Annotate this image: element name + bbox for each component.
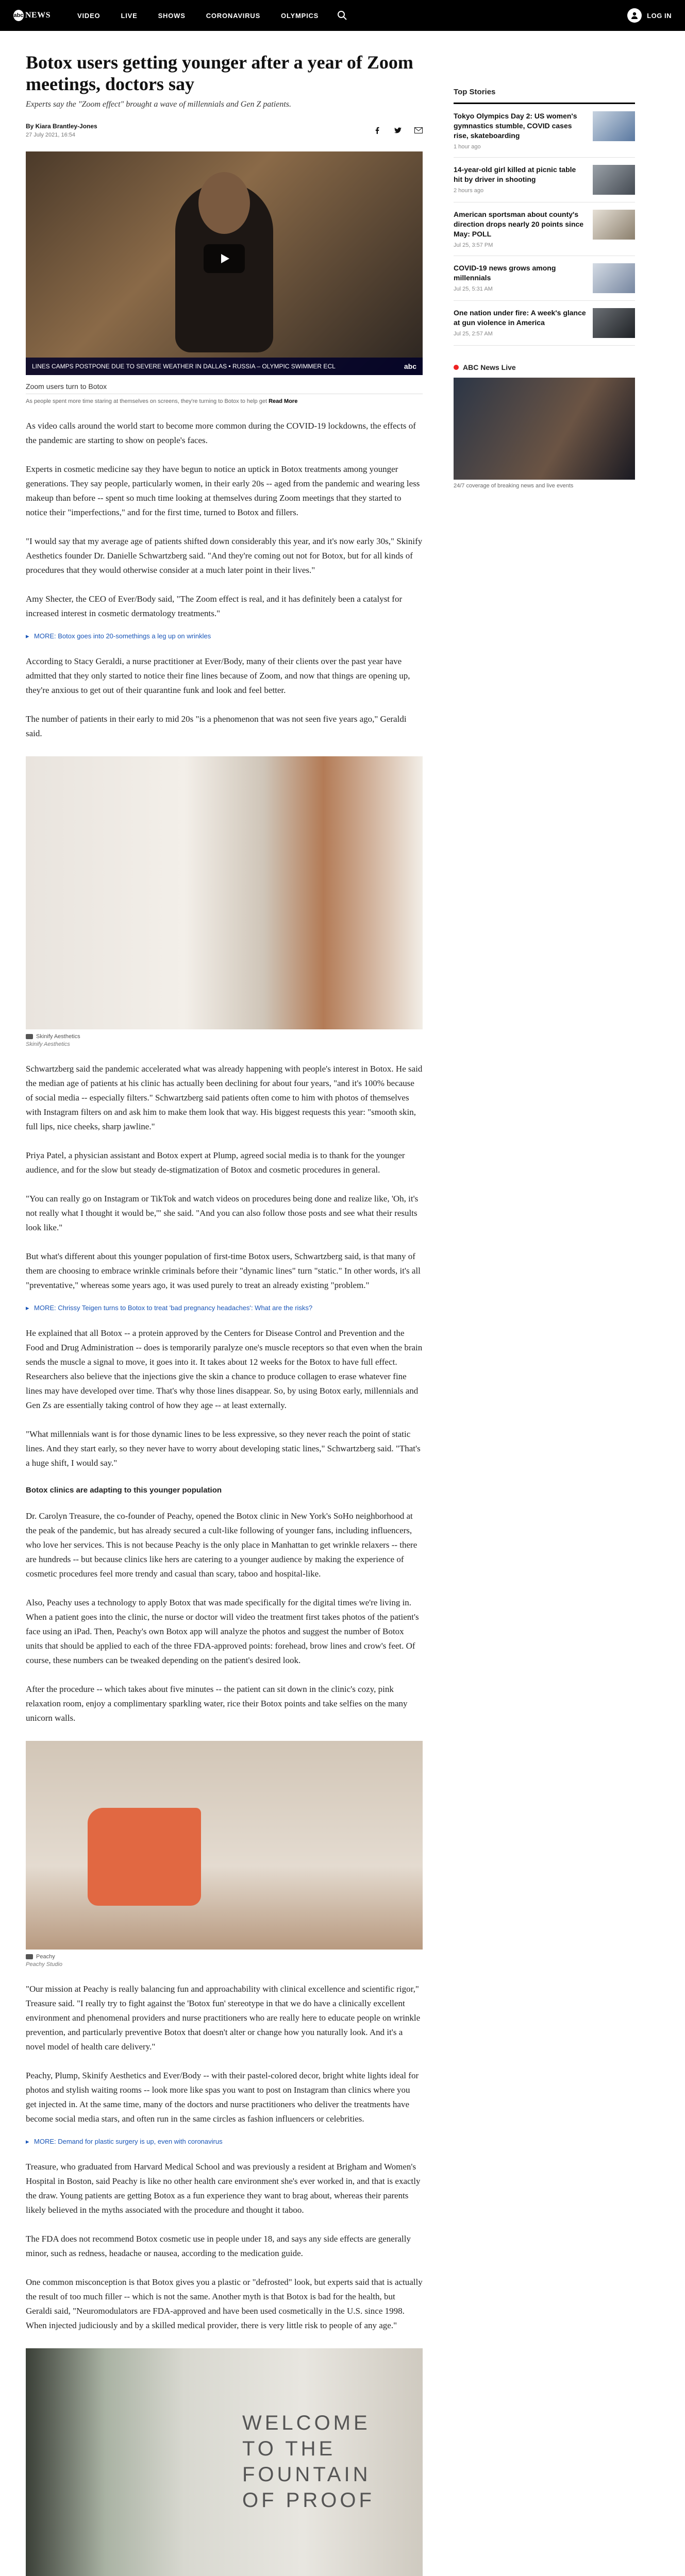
ticker-logo: abc [404, 362, 416, 370]
section-heading: Botox clinics are adapting to this younger population [26, 1486, 222, 1495]
photo-credit [26, 1954, 423, 1960]
paragraph: Also, Peachy uses a technology to apply Botox that was made specifically for the digital times we're living in. When a patient goes into the clinic, the nurse or doctor will video the treatment first takes photos of the patient's face using an iPad. Then, Peachy's own Botox app will analyze the photos and suggest the number of Botox units that should be applied to each of the three FDA-approved points: forehead, brow lines and crow's feet. Of course, these numbers can be tweaked depending on the patient's desired look. [26, 1598, 419, 1665]
live-video-player[interactable] [454, 378, 635, 480]
user-icon [627, 8, 642, 23]
top-stories-title: Top Stories [454, 88, 635, 104]
video-caption-title: Zoom users turn to Botox [26, 382, 107, 391]
paragraph: But what's different about this younger population of first-time Botox users, Schwartzberg said, is that many of them are choosing to embrace wrinkle criminals before their "dynamic lines" turn "static." In other words, it's all "preventative," whereas some years ago, it was used purely to treat an already existing "problem." [26, 1251, 421, 1290]
story-time: Jul 25, 2:57 AM [454, 331, 493, 337]
more-link[interactable]: ▸ MORE: Demand for plastic surgery is up, even with coronavirus [26, 2138, 423, 2145]
paragraph: The number of patients in their early to mid 20s "is a phenomenon that was not seen five years ago," Geraldi said. [26, 714, 407, 738]
article [26, 52, 423, 2576]
photo-credit-text: Peachy [36, 1954, 55, 1960]
story-item[interactable] [454, 202, 635, 256]
story-time: 2 hours ago [454, 188, 484, 194]
story-thumbnail[interactable] [593, 263, 635, 293]
story-item[interactable] [454, 104, 635, 158]
byline-block [26, 123, 97, 138]
story-title[interactable]: Tokyo Olympics Day 2: US women's gymnastics stumble, COVID cases rise, skateboarding [454, 112, 577, 140]
live-label [454, 363, 635, 371]
clinic-photo-peachy [26, 1741, 423, 1950]
live-label-text: ABC News Live [463, 363, 516, 371]
clinic-photo-everbody [26, 2348, 423, 2576]
nav-item-shows[interactable]: SHOWS [158, 11, 186, 20]
paragraph: Dr. Carolyn Treasure, the co-founder of Peachy, opened the Botox clinic in New York's SoHo neighborhood at the peak of the pandemic, but has already secured a cult-like following of younger fans, including influencers, who love her services. This is not because Peachy is the only place in Manhattan to get wrinkle relaxers -- there are hundreds -- but because clinics like hers are catering to a younger audience by making the experience of cosmetic procedures feel more trendy and casual than scary, taboo and hospital-like. [26, 1511, 417, 1579]
photo-credit [26, 1033, 423, 1040]
ticker-text: LINES CAMPS POSTPONE DUE TO SEVERE WEATHER IN DALLAS • RUSSIA – OLYMPIC SWIMMER ECL [32, 363, 336, 370]
play-icon[interactable] [204, 244, 245, 273]
login-label: LOG IN [647, 11, 672, 20]
article-title: Botox users getting younger after a year of Zoom meetings, doctors say [26, 52, 413, 94]
search-icon[interactable] [337, 10, 347, 21]
paragraph: The FDA does not recommend Botox cosmetic use in people under 18, and says any side effects are generally minor, such as redness, headache or nausea, according to the medication guide. [26, 2234, 411, 2258]
photo-caption: Skinify Aesthetics [26, 1041, 70, 1047]
nav-item-coronavirus[interactable]: CORONAVIRUS [206, 11, 261, 20]
read-more-link[interactable]: Read More [269, 398, 298, 404]
paragraph: According to Stacy Geraldi, a nurse practitioner at Ever/Body, many of their clients over the past year have admitted that they only started to notice their fine lines because of Zoom, and now that things are opening up, they're anxious to get out of their quarantine funk and look and feel better. [26, 656, 410, 695]
paragraph: Priya Patel, a physician assistant and Botox expert at Plump, agreed social media is to thank for the younger audience, and for the slow but steady de-stigmatization of Botox and cosmetic procedures in general. [26, 1150, 405, 1175]
story-item[interactable] [454, 256, 635, 301]
byline-row [26, 123, 423, 138]
video-caption-text: As people spent more time staring at themselves on screens, they're turning to Botox to help get [26, 398, 268, 404]
story-text [454, 308, 587, 338]
live-dot-icon [454, 365, 459, 370]
byline[interactable]: By Kiara Brantley-Jones [26, 123, 97, 130]
email-icon[interactable] [414, 126, 423, 134]
story-thumbnail[interactable] [593, 210, 635, 240]
story-thumbnail[interactable] [593, 308, 635, 338]
camera-icon [26, 1034, 33, 1039]
main-nav [77, 12, 319, 20]
paragraph: "What millennials want is for those dynamic lines to be less expressive, so they never reach the point of static lines. And they start early, so they never have to worry about developing static lines," Schwartzberg said. "That's a huge shift, I would say." [26, 1429, 421, 1468]
nav-item-live[interactable]: LIVE [121, 11, 138, 20]
live-caption: 24/7 coverage of breaking news and live events [454, 483, 574, 489]
paragraph: After the procedure -- which takes about five minutes -- the patient can sit down in the clinic's cozy, pink relaxation room, enjoy a complimentary sparkling water, rice their Botox points and take selfies on the many unicorn walls. [26, 1684, 408, 1723]
paragraph: "You can really go on Instagram or TikTok and watch videos on procedures being done and realize like, 'Oh, it's not really what I thought it would be,'" she said. "And you can also follow those posts and see what their results look like." [26, 1194, 419, 1232]
abc-news-logo[interactable] [13, 7, 51, 24]
share-buttons [373, 126, 423, 134]
paragraph: Experts in cosmetic medicine say they have begun to notice an uptick in Botox treatments among younger generations. They say people, particularly women, in their early 20s -- aged from the pandemic and wearing less makeup than before -- spent so much time looking at themselves during Zoom meetings that they started to notice their "imperfections," and for the first time, turned to Botox and fillers. [26, 464, 420, 517]
photo-caption: Peachy Studio [26, 1961, 62, 1968]
story-time: Jul 25, 3:57 PM [454, 242, 493, 248]
more-link[interactable]: ▸ MORE: Chrissy Teigen turns to Botox to treat 'bad pregnancy headaches': What are the risks? [26, 1304, 423, 1312]
story-item[interactable] [454, 301, 635, 346]
story-thumbnail[interactable] [593, 111, 635, 141]
treatment-chair [88, 1808, 201, 1906]
video-player[interactable] [26, 151, 423, 375]
login-button[interactable] [627, 8, 672, 23]
photo-credit-text: Skinify Aesthetics [36, 1033, 80, 1040]
more-link[interactable]: ▸ MORE: Botox goes into 20-somethings a leg up on wrinkles [26, 632, 423, 640]
news-ticker [26, 358, 423, 375]
nav-item-video[interactable]: VIDEO [77, 11, 101, 20]
story-title[interactable]: One nation under fire: A week's glance at gun violence in America [454, 309, 586, 327]
camera-icon [26, 1954, 33, 1959]
paragraph: "I would say that my average age of patients shifted down considerably this year, and it's now early 30s," Skinify Aesthetics founder Dr. Danielle Schwartzberg said. "And they're coming out not for Botox, but for all kinds of procedures that they would otherwise consider at a much later point in their lives." [26, 536, 423, 575]
story-text [454, 111, 587, 150]
dateline: 27 July 2021, 16:54 [26, 132, 76, 138]
article-subhead: Experts say the "Zoom effect" brought a wave of millennials and Gen Z patients. [26, 100, 292, 109]
page-layout [0, 31, 685, 2576]
twitter-icon[interactable] [394, 126, 402, 134]
story-title[interactable]: American sportsman about county's direction drops nearly 20 points since May: POLL [454, 210, 584, 238]
logo-text: NEWS [25, 11, 51, 20]
paragraph: Treasure, who graduated from Harvard Medical School and was previously a resident at Brigham and Women's Hospital in Boston, said Peachy is like no other health care environment she's ever worked in, and that is exactly the draw. Young patients are getting Botox as a fun experience they want to brag about, whereas their parents likely believed in the myths associated with the procedure and thought it taboo. [26, 2162, 421, 2215]
wall-text: WELCOME TO THE FOUNTAIN OF PROOF [242, 2412, 375, 2512]
paragraph: He explained that all Botox -- a protein approved by the Centers for Disease Control and Prevention and the Food and Drug Administration -- does is temporarily paralyze one's muscle receptors so that even when the brain sends the muscle a signal to move, it goes into it. It takes about 12 weeks for the Botox to have full effect. Researchers also believe that the injections give the skin a chance to produce collagen to erase whatever fine lines may have developed over time. That's why those lines disappear. So, by using Botox early, millennials and Gen Zs are essentially taking control of how they age -- at least externally. [26, 1328, 423, 1410]
paragraph: Schwartzberg said the pandemic accelerated what was already happening with people's interest in Botox. He said the median age of patients at his clinic has actually been declining for about four years, "and it's 100% because of social media -- especially filters." Schwartzberg said patients often come to him with photos of themselves with Instagram filters on and ask him to make them look that way. His biggest requests this year: "smooth skin, full lips, nice cheeks, sharp jawline." [26, 1064, 423, 1131]
paragraph: One common misconception is that Botox gives you a plastic or "defrosted" look, but experts said that is actually the result of too much filler -- which is not the same. Another myth is that Botox is bad for the health, but Geraldi said, "Neuromodulators are FDA-approved and have been used cosmetically in the U.S. since 1998. When injected judiciously and by a skilled medical provider, there is very little risk to people of any age." [26, 2277, 423, 2330]
nav-item-olympics[interactable]: OLYMPICS [281, 11, 319, 20]
story-time: 1 hour ago [454, 144, 481, 150]
logo-circle: abc [13, 10, 24, 21]
story-title[interactable]: 14-year-old girl killed at picnic table hit by driver in shooting [454, 165, 576, 183]
video-caption [26, 394, 423, 404]
video-person-head [198, 172, 250, 234]
story-time: Jul 25, 5:31 AM [454, 286, 493, 292]
story-title[interactable]: COVID-19 news grows among millennials [454, 264, 556, 282]
paragraph: Amy Shecter, the CEO of Ever/Body said, "The Zoom effect is real, and it has definitely been a catalyst for increased interest in cosmetic dermatology treatments." [26, 594, 403, 618]
paragraph: Peachy, Plump, Skinify Aesthetics and Ever/Body -- with their pastel-colored decor, bright white lights ideal for photos and stylish waiting rooms -- look more like spas you want to post on Instagram than clinics where you get injected in. At the same time, many of the doctors and nurse practitioners who deliver the treatments have become social media stars, and often run in the same circles as fashion influencers or celebrities. [26, 2071, 419, 2124]
clinic-photo-skinify [26, 756, 423, 1029]
top-nav-bar [0, 0, 685, 31]
story-item[interactable] [454, 158, 635, 202]
story-text [454, 263, 587, 293]
story-text [454, 210, 587, 248]
paragraph: "Our mission at Peachy is really balancing fun and approachability with clinical excellence and scientific rigor," Treasure said. "I really try to fight against the 'Botox fun' stereotype in that we do have a clinically excellent environment and phenomenal providers and nurse practitioners who are really here to educate people on wrinkle prevention, and particularly preventive Botox that doesn't alter or change how you naturally look. And it's a novel model of health care delivery." [26, 1984, 421, 2052]
paragraph: As video calls around the world start to become more common during the COVID-19 lockdowns, the effects of the pandemic are starting to show on people's faces. [26, 421, 416, 445]
story-thumbnail[interactable] [593, 165, 635, 195]
sidebar [454, 52, 635, 2576]
facebook-icon[interactable] [373, 126, 381, 134]
story-text [454, 165, 587, 195]
